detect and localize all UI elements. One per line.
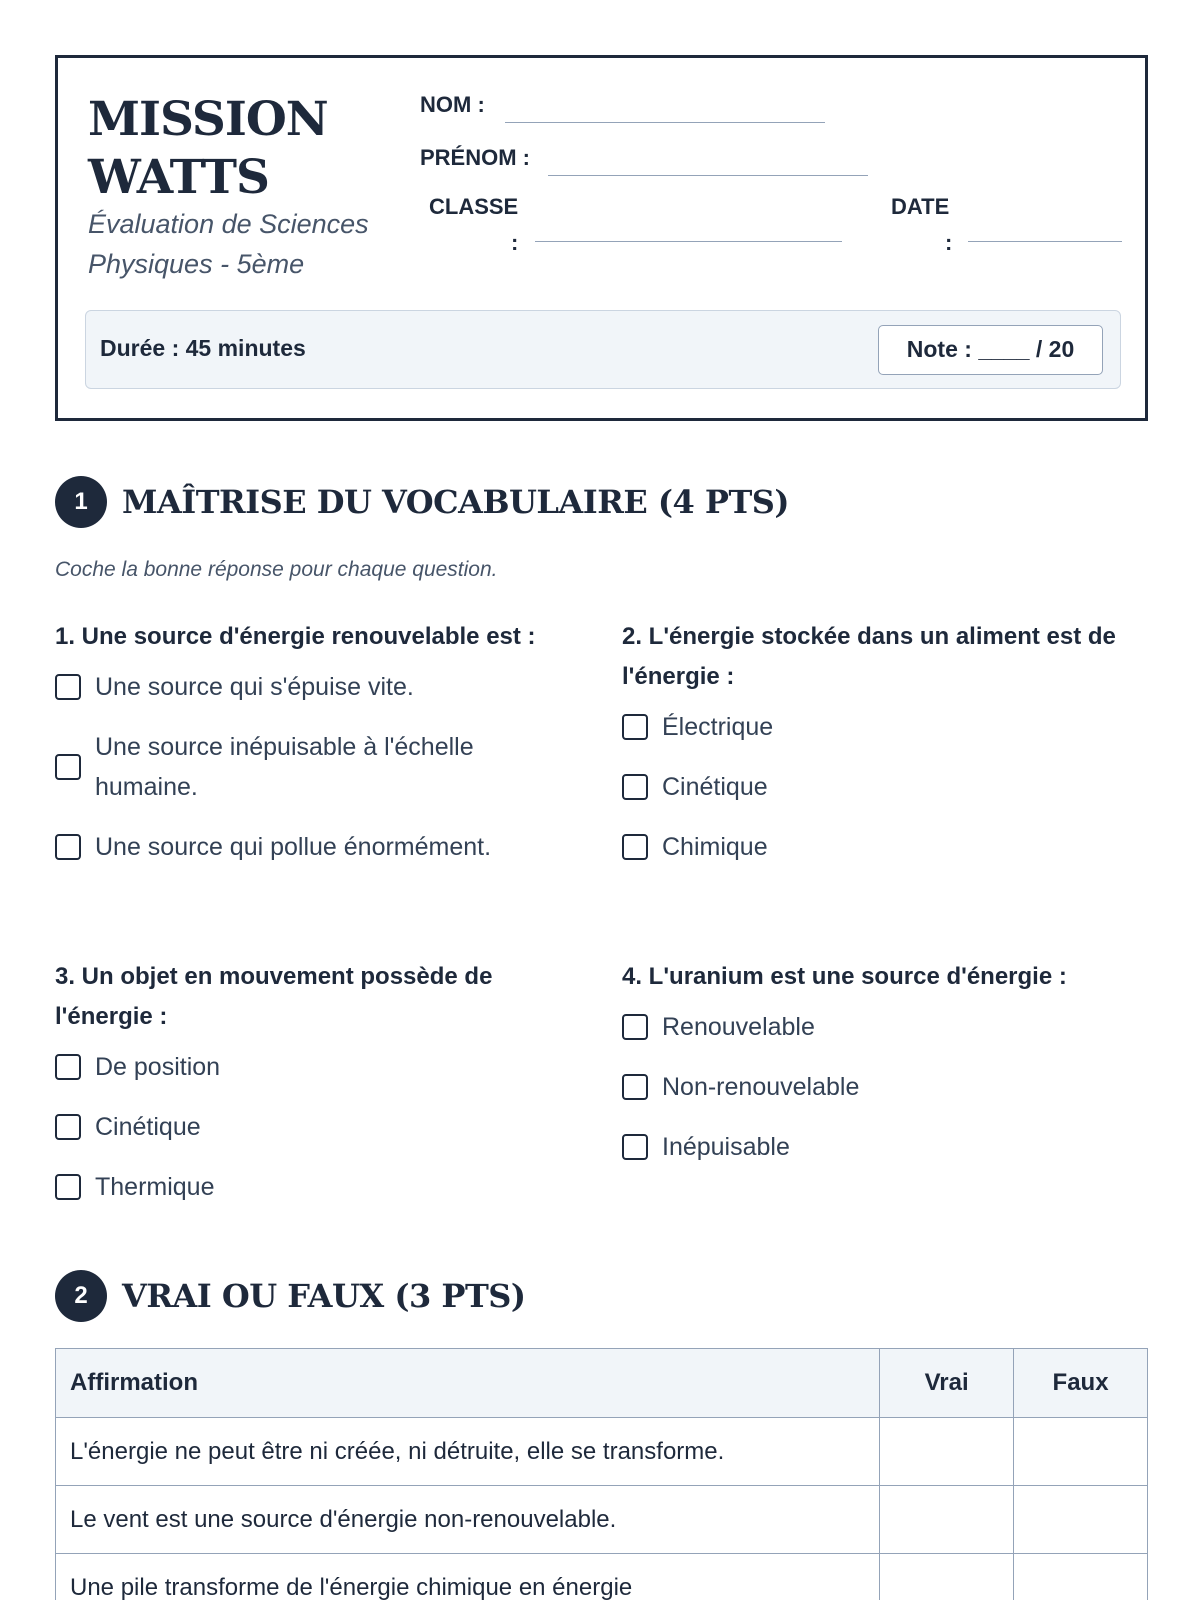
section-1-title: MAÎTRISE DU VOCABULAIRE (4 PTS) [122, 483, 790, 521]
checkbox[interactable] [55, 1114, 81, 1140]
vrai-cell[interactable] [880, 1486, 1014, 1554]
question-4-text: 4. L'uranium est une source d'énergie : [622, 963, 1067, 990]
classe-field[interactable] [535, 241, 842, 242]
checkbox[interactable] [622, 1014, 648, 1040]
question-1-text: 1. Une source d'énergie renouvelable est : [55, 623, 536, 650]
section-2-header [55, 1270, 526, 1322]
duration-text: Durée : 45 minutes [100, 335, 306, 361]
faux-cell[interactable] [1014, 1486, 1148, 1554]
question-2 [622, 617, 1152, 867]
prenom-field[interactable] [548, 175, 868, 176]
table-row [56, 1554, 1148, 1600]
question-4-option-2[interactable]: Non-renouvelable [622, 1067, 1152, 1107]
page-subtitle: Évaluation de Sciences Physiques - 5ème [88, 209, 369, 279]
question-2-option-3[interactable]: Chimique [622, 827, 1152, 867]
date-label: DATE [891, 194, 950, 219]
question-1 [55, 617, 575, 867]
affirmation-cell: Une pile transforme de l'énergie chimique en énergie [56, 1554, 880, 1600]
question-3-option-3[interactable]: Thermique [55, 1167, 575, 1207]
question-4-option-3[interactable]: Inépuisable [622, 1127, 1152, 1167]
nom-field[interactable] [505, 122, 825, 123]
table-header-row [56, 1349, 1148, 1418]
question-1-option-2[interactable]: Une source inépuisable à l'échelle humaine. [55, 727, 575, 807]
section-1-header [55, 476, 789, 528]
page-title: MISSION WATTS [88, 92, 328, 205]
question-2-option-2[interactable]: Cinétique [622, 767, 1152, 807]
classe-label: CLASSE [429, 194, 519, 219]
question-3-option-1[interactable]: De position [55, 1047, 575, 1087]
question-3 [55, 957, 575, 1207]
true-false-table [55, 1348, 1148, 1600]
header-faux: Faux [1014, 1349, 1148, 1418]
question-4-option-1[interactable]: Renouvelable [622, 1007, 1152, 1047]
checkbox[interactable] [55, 834, 81, 860]
prenom-label: PRÉNOM : [420, 145, 530, 170]
question-2-option-1[interactable]: Électrique [622, 707, 1152, 747]
checkbox[interactable] [622, 834, 648, 860]
table-row [56, 1418, 1148, 1486]
checkbox[interactable] [622, 1074, 648, 1100]
checkbox[interactable] [622, 714, 648, 740]
question-4 [622, 957, 1152, 1167]
date-colon: : [945, 230, 953, 255]
table-row [56, 1486, 1148, 1554]
question-2-text: 2. L'énergie stockée dans un aliment est de l'énergie : [622, 623, 1116, 690]
header-affirmation: Affirmation [56, 1349, 880, 1418]
question-1-option-3[interactable]: Une source qui pollue énormément. [55, 827, 575, 867]
date-field[interactable] [968, 241, 1122, 242]
section-1-number: 1 [55, 476, 107, 528]
header-box [55, 55, 1148, 421]
affirmation-cell: L'énergie ne peut être ni créée, ni détruite, elle se transforme. [56, 1418, 880, 1486]
question-3-option-2[interactable]: Cinétique [55, 1107, 575, 1147]
classe-colon: : [511, 230, 519, 255]
note-box: Note : ____ / 20 [878, 325, 1103, 375]
checkbox[interactable] [55, 1054, 81, 1080]
nom-label: NOM : [420, 92, 485, 117]
affirmation-cell: Le vent est une source d'énergie non-renouvelable. [56, 1486, 880, 1554]
checkbox[interactable] [55, 1174, 81, 1200]
question-3-text: 3. Un objet en mouvement possède de l'énergie : [55, 963, 493, 1030]
vrai-cell[interactable] [880, 1418, 1014, 1486]
faux-cell[interactable] [1014, 1418, 1148, 1486]
checkbox[interactable] [622, 774, 648, 800]
vrai-cell[interactable] [880, 1554, 1014, 1600]
section-1-instruction: Coche la bonne réponse pour chaque question. [55, 558, 498, 581]
checkbox[interactable] [622, 1134, 648, 1160]
header-vrai: Vrai [880, 1349, 1014, 1418]
question-1-option-1[interactable]: Une source qui s'épuise vite. [55, 667, 575, 707]
info-bar [85, 310, 1121, 389]
checkbox[interactable] [55, 674, 81, 700]
section-2-title: VRAI OU FAUX (3 PTS) [122, 1277, 526, 1315]
faux-cell[interactable] [1014, 1554, 1148, 1600]
checkbox[interactable] [55, 754, 81, 780]
section-2-number: 2 [55, 1270, 107, 1322]
